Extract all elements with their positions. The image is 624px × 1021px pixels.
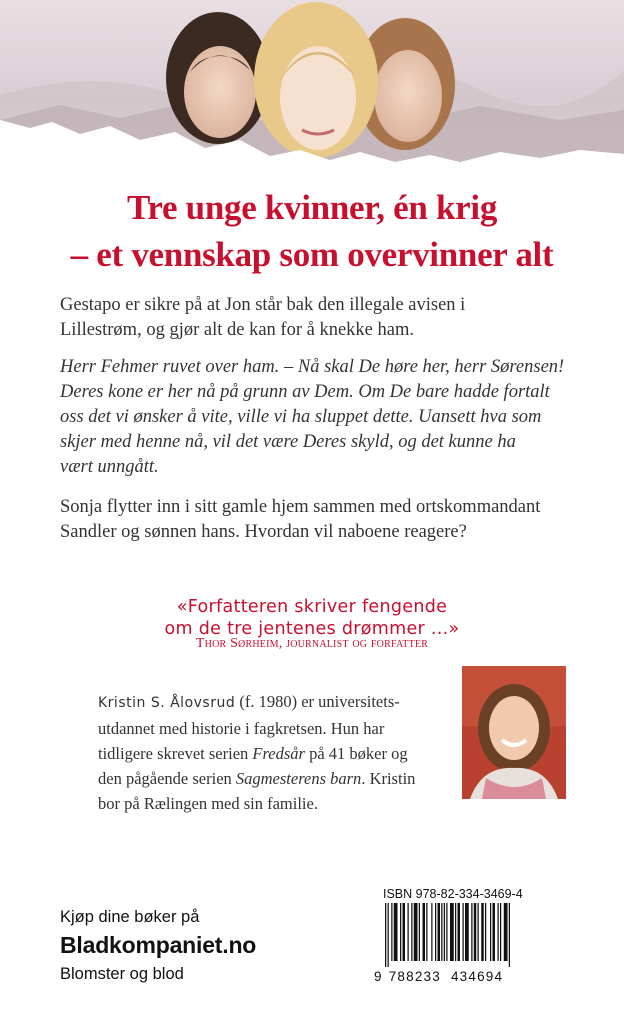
headline-line-1: Tre unge kvinner, én krig <box>126 188 498 227</box>
headline-line-2: – et vennskap som overvinner alt <box>70 235 554 274</box>
bio-text: utdannet med historie i fagkretsen. Hun har <box>98 719 385 738</box>
blurb-paragraph-1 <box>60 293 580 343</box>
barcode-bar <box>455 903 456 961</box>
review-quote <box>0 596 624 640</box>
cover-illustration-three-women <box>0 0 624 168</box>
bio-text: . Kristin <box>361 769 416 788</box>
barcode-bar <box>444 903 445 961</box>
barcode-bar <box>391 903 392 961</box>
barcode-bar <box>474 903 477 961</box>
text-line: Sandler og sønnen hans. Hvordan vil naboene reagere? <box>60 522 467 542</box>
text-line: skjer med henne nå, vil det være Deres skyld, og det kunne ha <box>60 432 516 452</box>
shop-website: Bladkompaniet.no <box>60 932 257 958</box>
barcode-bar <box>400 903 401 961</box>
bio-text: tidligere skrevet serien <box>98 744 253 763</box>
barcode-digit-group-2: 434694 <box>450 969 504 984</box>
text-line: vært unngått. <box>60 457 159 477</box>
barcode-bar <box>403 903 406 961</box>
barcode-bar <box>394 903 398 961</box>
barcode-bar <box>435 903 436 961</box>
barcode-bar <box>504 903 508 961</box>
barcode-bar <box>465 903 469 961</box>
text-line: Sonja flytter inn i sitt gamle hjem sammen med ortskommandant <box>60 497 541 517</box>
author-photo <box>462 666 566 799</box>
barcode-bar <box>490 903 491 961</box>
barcode-digit-group-1: 788233 <box>388 969 441 984</box>
barcode-bar <box>385 903 386 967</box>
barcode-bar <box>481 903 484 961</box>
barcode-bar <box>414 903 418 961</box>
bio-text: bor på Rælingen med sin familie. <box>98 794 318 813</box>
barcode-bar <box>438 903 441 961</box>
headline <box>0 184 624 278</box>
text-line: Herr Fehmer ruvet over ham. – Nå skal De høre her, herr Sørensen! <box>60 357 565 377</box>
barcode-bar <box>441 903 442 961</box>
blurb-excerpt-italic <box>60 355 580 480</box>
barcode <box>383 903 561 972</box>
barcode-digit-prefix: 9 <box>374 969 383 984</box>
series-title-fredsar: Fredsår <box>252 744 305 763</box>
barcode-bar <box>463 903 464 961</box>
barcode-bar <box>408 903 409 961</box>
text-line: Lillestrøm, og gjør alt de kan for å knekke ham. <box>60 320 414 340</box>
barcode-bar <box>485 903 486 961</box>
barcode-bar <box>411 903 412 961</box>
shop-line-1: Kjøp dine bøker på <box>60 908 200 926</box>
text-line: oss det vi ønsker å vite, ville vi ha sluppet dette. Uansett hva som <box>60 407 542 427</box>
blurb-paragraph-3 <box>60 495 580 545</box>
bio-text: (f. 1980) er universitets- <box>235 692 400 711</box>
barcode-bar <box>478 903 479 961</box>
barcode-bar <box>509 903 510 967</box>
barcode-bar <box>493 903 496 961</box>
series-title-sagmesterens-barn: Sagmesterens barn <box>235 769 362 788</box>
barcode-bar <box>419 903 420 961</box>
bookstore-ad <box>60 905 256 986</box>
barcode-bar <box>450 903 454 961</box>
barcode-bar <box>458 903 461 961</box>
barcode-bar <box>431 903 432 961</box>
barcode-bar <box>423 903 426 961</box>
barcode-bar <box>498 903 499 961</box>
quote-line-1: «Forfatteren skriver fengende <box>176 597 448 617</box>
bio-text: på 41 bøker og <box>304 744 408 763</box>
barcode-bar <box>426 903 427 961</box>
author-bio <box>98 689 450 816</box>
quote-attribution: Thor Sørheim, journalist og forfatter <box>195 636 429 651</box>
author-name: Kristin S. Ålovsrud <box>98 695 236 711</box>
barcode-bar <box>388 903 389 967</box>
book-title: Blomster og blod <box>60 965 184 983</box>
quote-line-2: om de tre jentenes drømmer ...» <box>164 619 460 639</box>
barcode-digits <box>374 969 503 984</box>
text-line: Gestapo er sikre på at Jon står bak den illegale avisen i <box>60 295 466 315</box>
text-line: Deres kone er her nå på grunn av Dem. Om De bare hadde fortalt <box>60 382 550 402</box>
barcode-bar <box>500 903 501 961</box>
bio-text: den pågående serien <box>98 769 236 788</box>
barcode-bar <box>446 903 447 961</box>
barcode-bar <box>471 903 472 961</box>
isbn-label: ISBN 978-82-334-3469-4 <box>383 887 523 901</box>
